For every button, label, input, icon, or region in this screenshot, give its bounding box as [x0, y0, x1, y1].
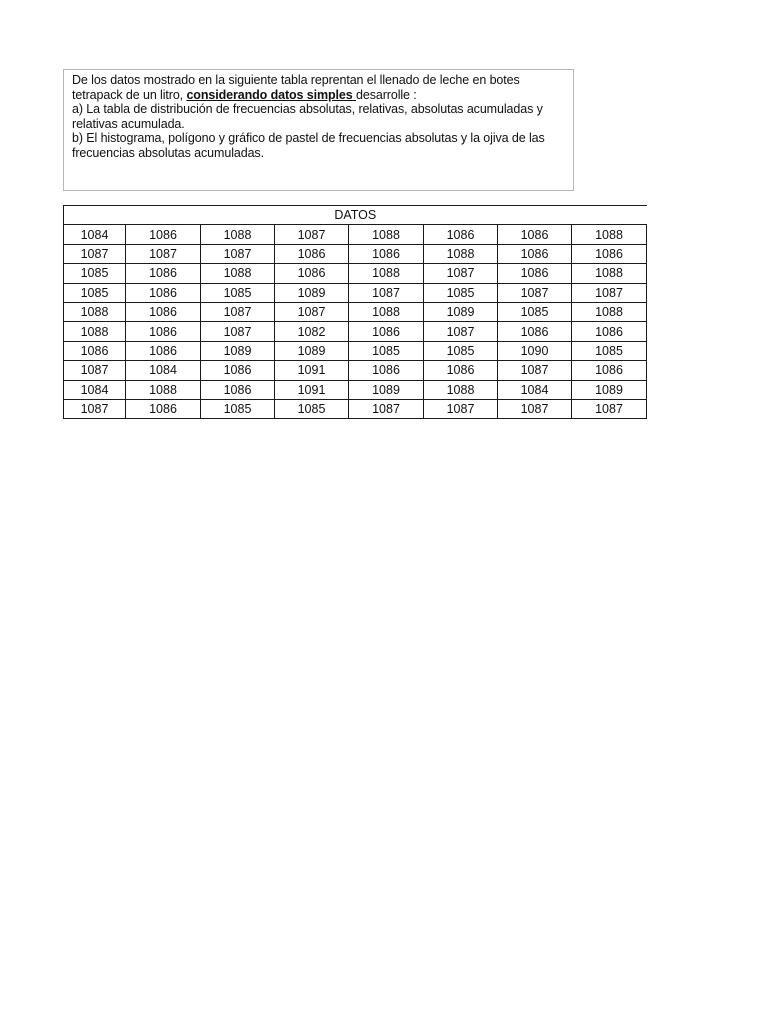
table-cell: 1086	[349, 361, 424, 380]
table-cell: 1086	[275, 264, 349, 283]
table-cell: 1086	[424, 225, 498, 244]
table-cell: 1085	[498, 302, 572, 321]
table-cell: 1088	[201, 225, 275, 244]
table-cell: 1088	[424, 380, 498, 399]
table-cell: 1084	[126, 361, 201, 380]
instructions-line-4: relativas acumulada.	[72, 116, 185, 131]
table-cell: 1088	[349, 264, 424, 283]
table-cell: 1087	[349, 283, 424, 302]
table-cell: 1088	[424, 244, 498, 263]
table-cell: 1085	[275, 399, 349, 418]
table-cell: 1088	[572, 225, 647, 244]
table-cell: 1087	[572, 283, 647, 302]
table-cell: 1086	[349, 322, 424, 341]
table-cell: 1087	[201, 322, 275, 341]
instructions-line-1: De los datos mostrado en la siguiente tabla reprentan el llenado de leche en botes	[72, 73, 520, 87]
table-cell: 1084	[498, 380, 572, 399]
table-row	[64, 264, 647, 283]
table-cell: 1089	[275, 283, 349, 302]
table-cell: 1085	[201, 399, 275, 418]
table-cell: 1089	[349, 380, 424, 399]
table-row	[64, 361, 647, 380]
table-cell: 1086	[498, 244, 572, 263]
instructions-line-3: a) La tabla de distribución de frecuencias absolutas, relativas, absolutas acumuladas y	[72, 102, 543, 116]
table-cell: 1088	[64, 322, 126, 341]
table-row	[64, 380, 647, 399]
table-cell: 1087	[498, 399, 572, 418]
table-header-label: DATOS	[334, 208, 377, 223]
table-cell: 1087	[424, 264, 498, 283]
table-cell: 1090	[498, 341, 572, 360]
table-cell: 1088	[349, 302, 424, 321]
table-cell: 1085	[572, 341, 647, 360]
table-cell: 1087	[201, 244, 275, 263]
table-cell: 1086	[126, 322, 201, 341]
table-cell: 1088	[572, 264, 647, 283]
table-cell: 1087	[424, 399, 498, 418]
table-cell: 1086	[126, 264, 201, 283]
table-cell: 1087	[126, 244, 201, 263]
table-cell: 1091	[275, 380, 349, 399]
instructions-box	[63, 69, 574, 191]
table-cell: 1087	[498, 361, 572, 380]
instructions-line-6: frecuencias absolutas acumuladas.	[72, 145, 264, 160]
table-cell: 1082	[275, 322, 349, 341]
table-cell: 1088	[64, 302, 126, 321]
table-cell: 1088	[349, 225, 424, 244]
table-cell: 1088	[201, 264, 275, 283]
table-cell: 1086	[126, 341, 201, 360]
table-cell: 1086	[572, 361, 647, 380]
table-cell: 1086	[498, 225, 572, 244]
table-cell: 1087	[275, 225, 349, 244]
table-row	[64, 322, 647, 341]
table-cell: 1086	[201, 380, 275, 399]
table-cell: 1089	[275, 341, 349, 360]
instructions-line-2	[72, 88, 567, 103]
table-cell: 1087	[64, 399, 126, 418]
table-cell: 1085	[424, 341, 498, 360]
table-cell: 1086	[498, 264, 572, 283]
instructions-line-2-pre: tetrapack de un litro,	[72, 87, 187, 102]
table-row	[64, 225, 647, 244]
table-cell: 1086	[126, 283, 201, 302]
table-cell: 1086	[349, 244, 424, 263]
table-cell: 1086	[126, 302, 201, 321]
table-row	[64, 302, 647, 321]
table-cell: 1087	[64, 361, 126, 380]
table-cell: 1086	[572, 322, 647, 341]
table-cell: 1084	[64, 225, 126, 244]
table-cell: 1089	[424, 302, 498, 321]
table-cell: 1087	[498, 283, 572, 302]
table-cell: 1087	[64, 244, 126, 263]
table-cell: 1088	[126, 380, 201, 399]
table-cell: 1087	[424, 322, 498, 341]
table-row	[64, 244, 647, 263]
table-cell: 1086	[572, 244, 647, 263]
table-cell: 1086	[275, 244, 349, 263]
data-table	[63, 205, 647, 419]
table-cell: 1087	[349, 399, 424, 418]
table-cell: 1086	[126, 399, 201, 418]
table-cell: 1085	[64, 283, 126, 302]
table-cell: 1085	[64, 264, 126, 283]
table-cell: 1086	[498, 322, 572, 341]
table-cell: 1087	[201, 302, 275, 321]
table-cell: 1091	[275, 361, 349, 380]
table-cell: 1087	[572, 399, 647, 418]
table-cell: 1089	[572, 380, 647, 399]
table-cell: 1085	[349, 341, 424, 360]
table-cell: 1088	[572, 302, 647, 321]
table-header	[64, 206, 647, 225]
table-cell: 1086	[424, 361, 498, 380]
table-body	[64, 225, 647, 419]
table-cell: 1089	[201, 341, 275, 360]
table-header-row	[64, 206, 647, 225]
table-cell: 1085	[201, 283, 275, 302]
instructions-line-5: b) El histograma, polígono y gráfico de pastel de frecuencias absolutas y la ojiva de las	[72, 131, 545, 145]
table-cell: 1084	[64, 380, 126, 399]
table-cell: 1086	[64, 341, 126, 360]
table-cell: 1085	[424, 283, 498, 302]
instructions-emphasis: considerando datos simples	[186, 87, 357, 102]
table-row	[64, 283, 647, 302]
table-row	[64, 399, 647, 418]
table-cell: 1086	[126, 225, 201, 244]
instructions-line-2-post: desarrolle :	[356, 87, 417, 102]
table-cell: 1086	[201, 361, 275, 380]
table-cell: 1087	[275, 302, 349, 321]
table-row	[64, 341, 647, 360]
